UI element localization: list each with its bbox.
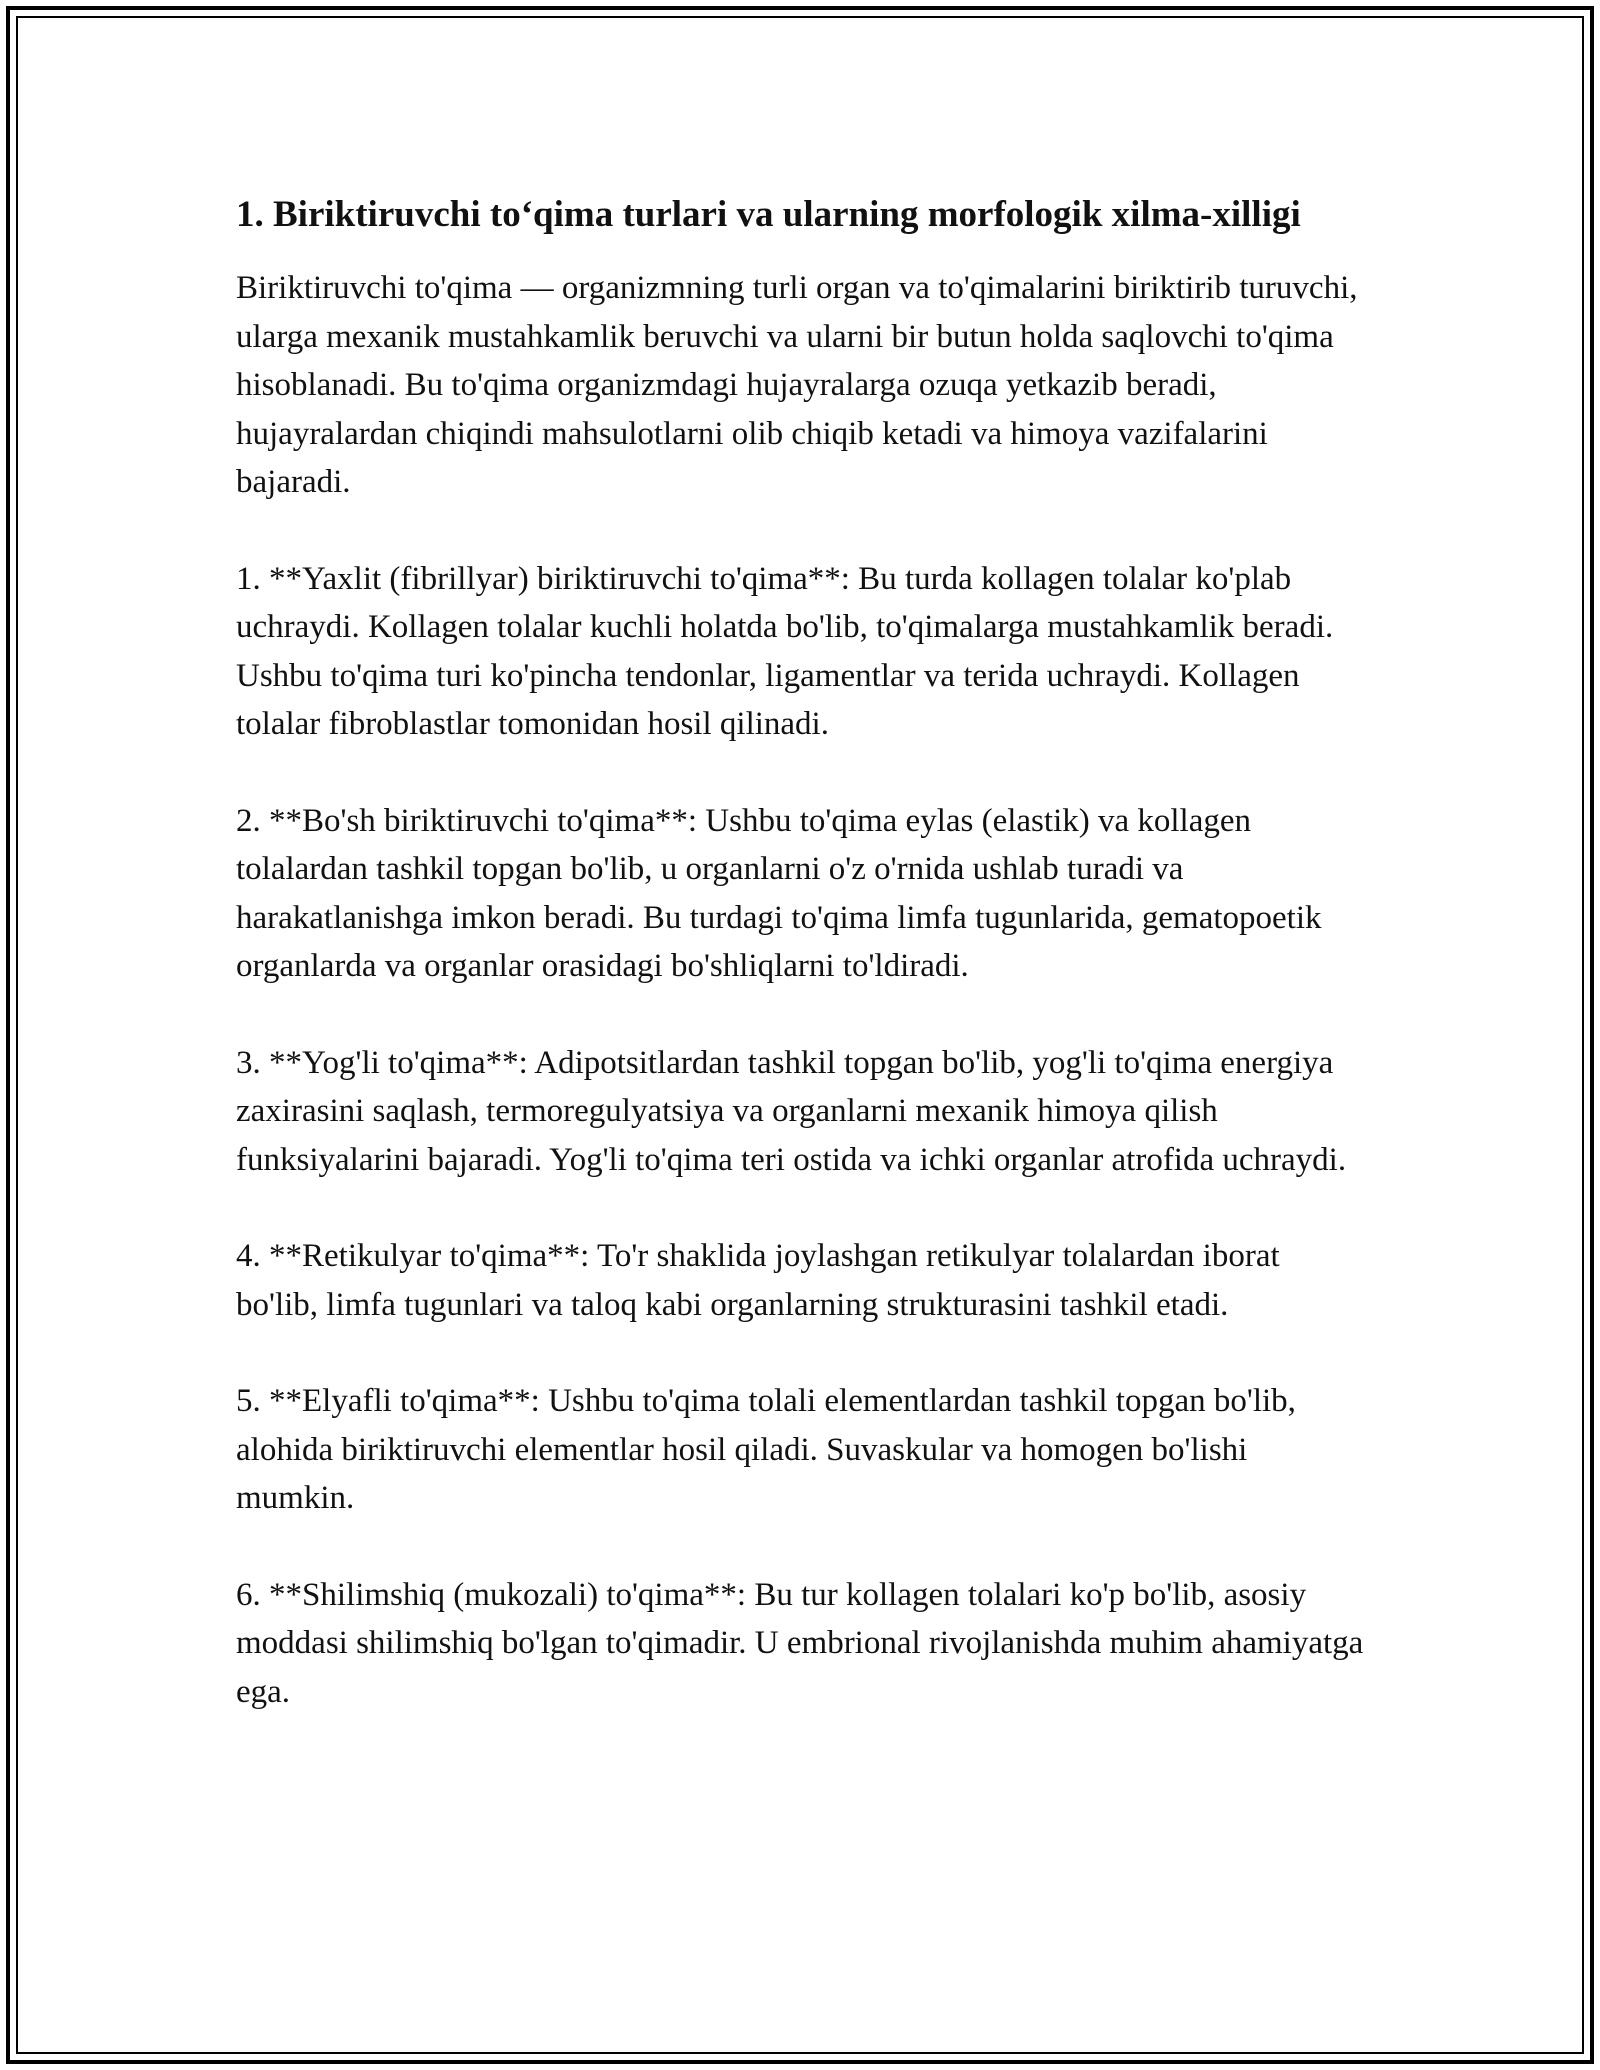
list-item: 5. **Elyafli to'qima**: Ushbu to'qima tolali elementlardan tashkil topgan bo'lib, alohida biriktiruvchi elementlar hosil qiladi. Suvaskular va homogen bo'lishi mumkin. — [236, 1383, 1296, 1516]
document-body — [236, 188, 1366, 1764]
list-item: 6. **Shilimshiq (mukozali) to'qima**: Bu tur kollagen tolalari ko'p bo'lib, asosiy moddasi shilimshiq bo'lgan to'qimadir. U embrional rivojlanishda muhim ahamiyatga ega. — [236, 1576, 1364, 1710]
list-item: 1. **Yaxlit (fibrillyar) biriktiruvchi to'qima**: Bu turda kollagen tolalar ko'plab uchraydi. Kollagen tolalar kuchli holatda bo'lib, to'qimalarga mustahkamlik beradi. Ushbu to'qima turi ko'pincha tendonlar, ligamentlar va terida uchraydi. Kollagen tolalar fibroblastlar tomonidan hosil qilinadi. — [236, 560, 1334, 742]
intro-paragraph: Biriktiruvchi to'qima — organizmning turli organ va to'qimalarini biriktirib turuvchi, ularga mexanik mustahkamlik beruvchi va ularni bir butun holda saqlovchi to'qima hisoblanadi. Bu to'qima organizmdagi hujayralarga ozuqa yetkazib beradi, hujayralardan chiqindi mahsulotlarni olib chiqib ketadi va himoya vazifalarini bajaradi. — [236, 270, 1358, 500]
list-item: 2. **Bo'sh biriktiruvchi to'qima**: Ushbu to'qima eylas (elastik) va kollagen tolalardan tashkil topgan bo'lib, u organlarni o'z o'rnida ushlab turadi va harakatlanishga imkon beradi. Bu turdagi to'qima limfa tugunlarida, gematopoetik organlarda va organlar orasidagi bo'shliqlarni to'ldiradi. — [236, 802, 1322, 984]
document-title: 1. Biriktiruvchi to‘qima turlari va ularning morfologik xilma-xilligi — [236, 194, 1301, 235]
list-item: 4. **Retikulyar to'qima**: To'r shaklida joylashgan retikulyar tolalardan iborat bo'lib, limfa tugunlari va taloq kabi organlarning strukturasini tashkil etadi. — [236, 1238, 1280, 1323]
list-item: 3. **Yog'li to'qima**: Adipotsitlardan tashkil topgan bo'lib, yog'li to'qima energiya zaxirasini saqlash, termoregulyatsiya va organlarni mexanik himoya qilish funksiyalarini bajaradi. Yog'li to'qima teri ostida va ichki organlar atrofida uchraydi. — [236, 1044, 1347, 1178]
